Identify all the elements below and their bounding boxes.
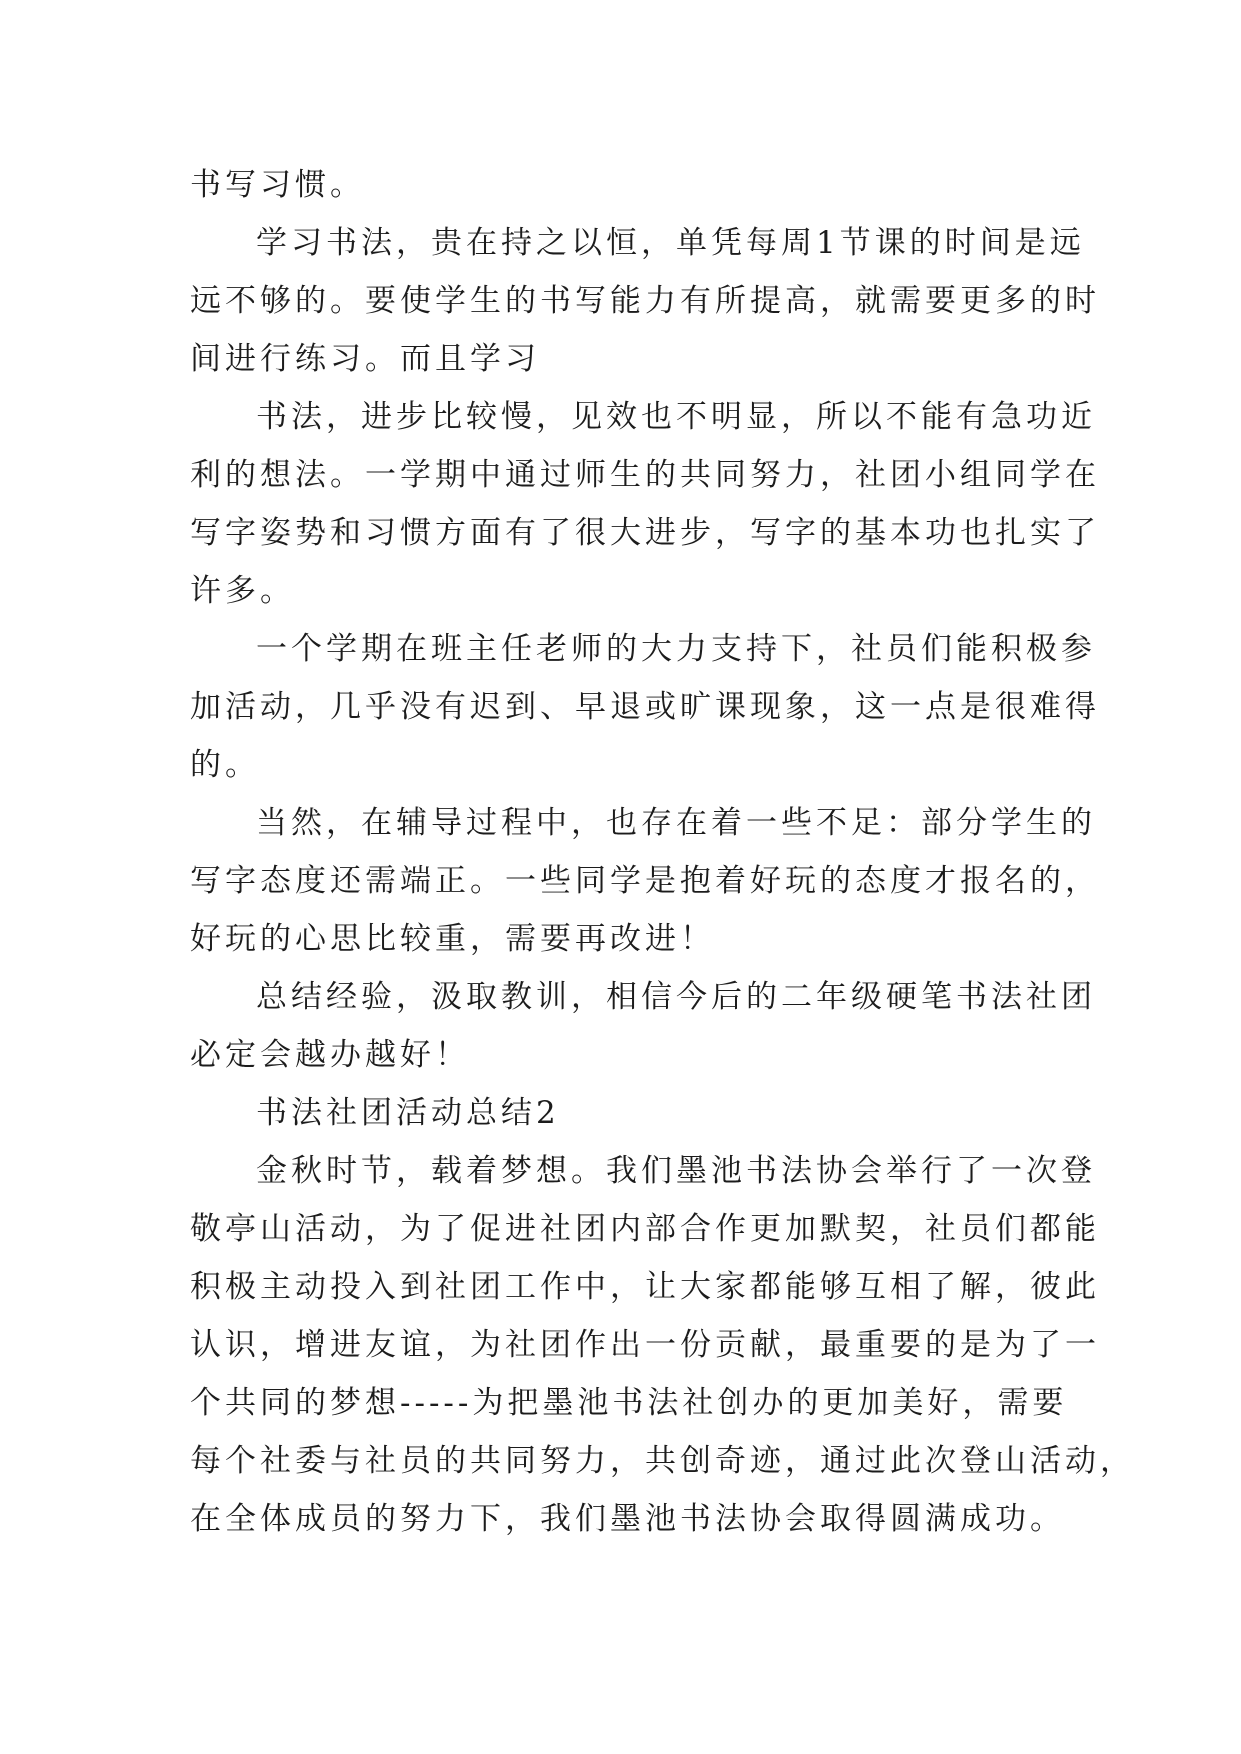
text-line: 个共同的梦想-----为把墨池书法社创办的更加美好，需要 <box>190 1385 1068 1421</box>
text-line: 金秋时节，载着梦想。我们墨池书法协会举行了一次登 <box>256 1153 1096 1189</box>
text-line: 书写习惯。 <box>190 167 365 203</box>
text-line: 当然，在辅导过程中，也存在着一些不足：部分学生的 <box>256 805 1096 841</box>
text-line: 积极主动投入到社团工作中，让大家都能够互相了解，彼此 <box>190 1269 1100 1305</box>
text-line: 写字姿势和习惯方面有了很大进步，写字的基本功也扎实了 <box>190 515 1100 551</box>
text-line: 加活动，几乎没有迟到、早退或旷课现象，这一点是很难得 <box>190 689 1100 725</box>
document-body <box>190 156 1135 1548</box>
text-line: 书法，进步比较慢，见效也不明显，所以不能有急功近 <box>256 399 1096 435</box>
text-line: 一个学期在班主任老师的大力支持下，社员们能积极参 <box>256 631 1096 667</box>
text-line: 每个社委与社员的共同努力，共创奇迹，通过此次登山活动， <box>190 1443 1135 1479</box>
text-line: 的。 <box>190 747 260 783</box>
text-line: 总结经验，汲取教训，相信今后的二年级硬笔书法社团 <box>256 979 1096 1015</box>
text-line: 在全体成员的努力下，我们墨池书法协会取得圆满成功。 <box>190 1501 1065 1537</box>
text-line: 好玩的心思比较重，需要再改进！ <box>190 921 715 957</box>
section-heading: 书法社团活动总结2 <box>256 1095 560 1131</box>
text-line: 必定会越办越好！ <box>190 1037 470 1073</box>
text-line: 间进行练习。而且学习 <box>190 341 540 377</box>
text-line: 学习书法，贵在持之以恒，单凭每周1节课的时间是远 <box>256 225 1085 261</box>
text-line: 远不够的。要使学生的书写能力有所提高，就需要更多的时 <box>190 283 1100 319</box>
text-line: 写字态度还需端正。一些同学是抱着好玩的态度才报名的， <box>190 863 1100 899</box>
text-line: 利的想法。一学期中通过师生的共同努力，社团小组同学在 <box>190 457 1100 493</box>
text-line: 认识，增进友谊，为社团作出一份贡献，最重要的是为了一 <box>190 1327 1100 1363</box>
text-line: 许多。 <box>190 573 295 609</box>
text-line: 敬亭山活动，为了促进社团内部合作更加默契，社员们都能 <box>190 1211 1100 1247</box>
